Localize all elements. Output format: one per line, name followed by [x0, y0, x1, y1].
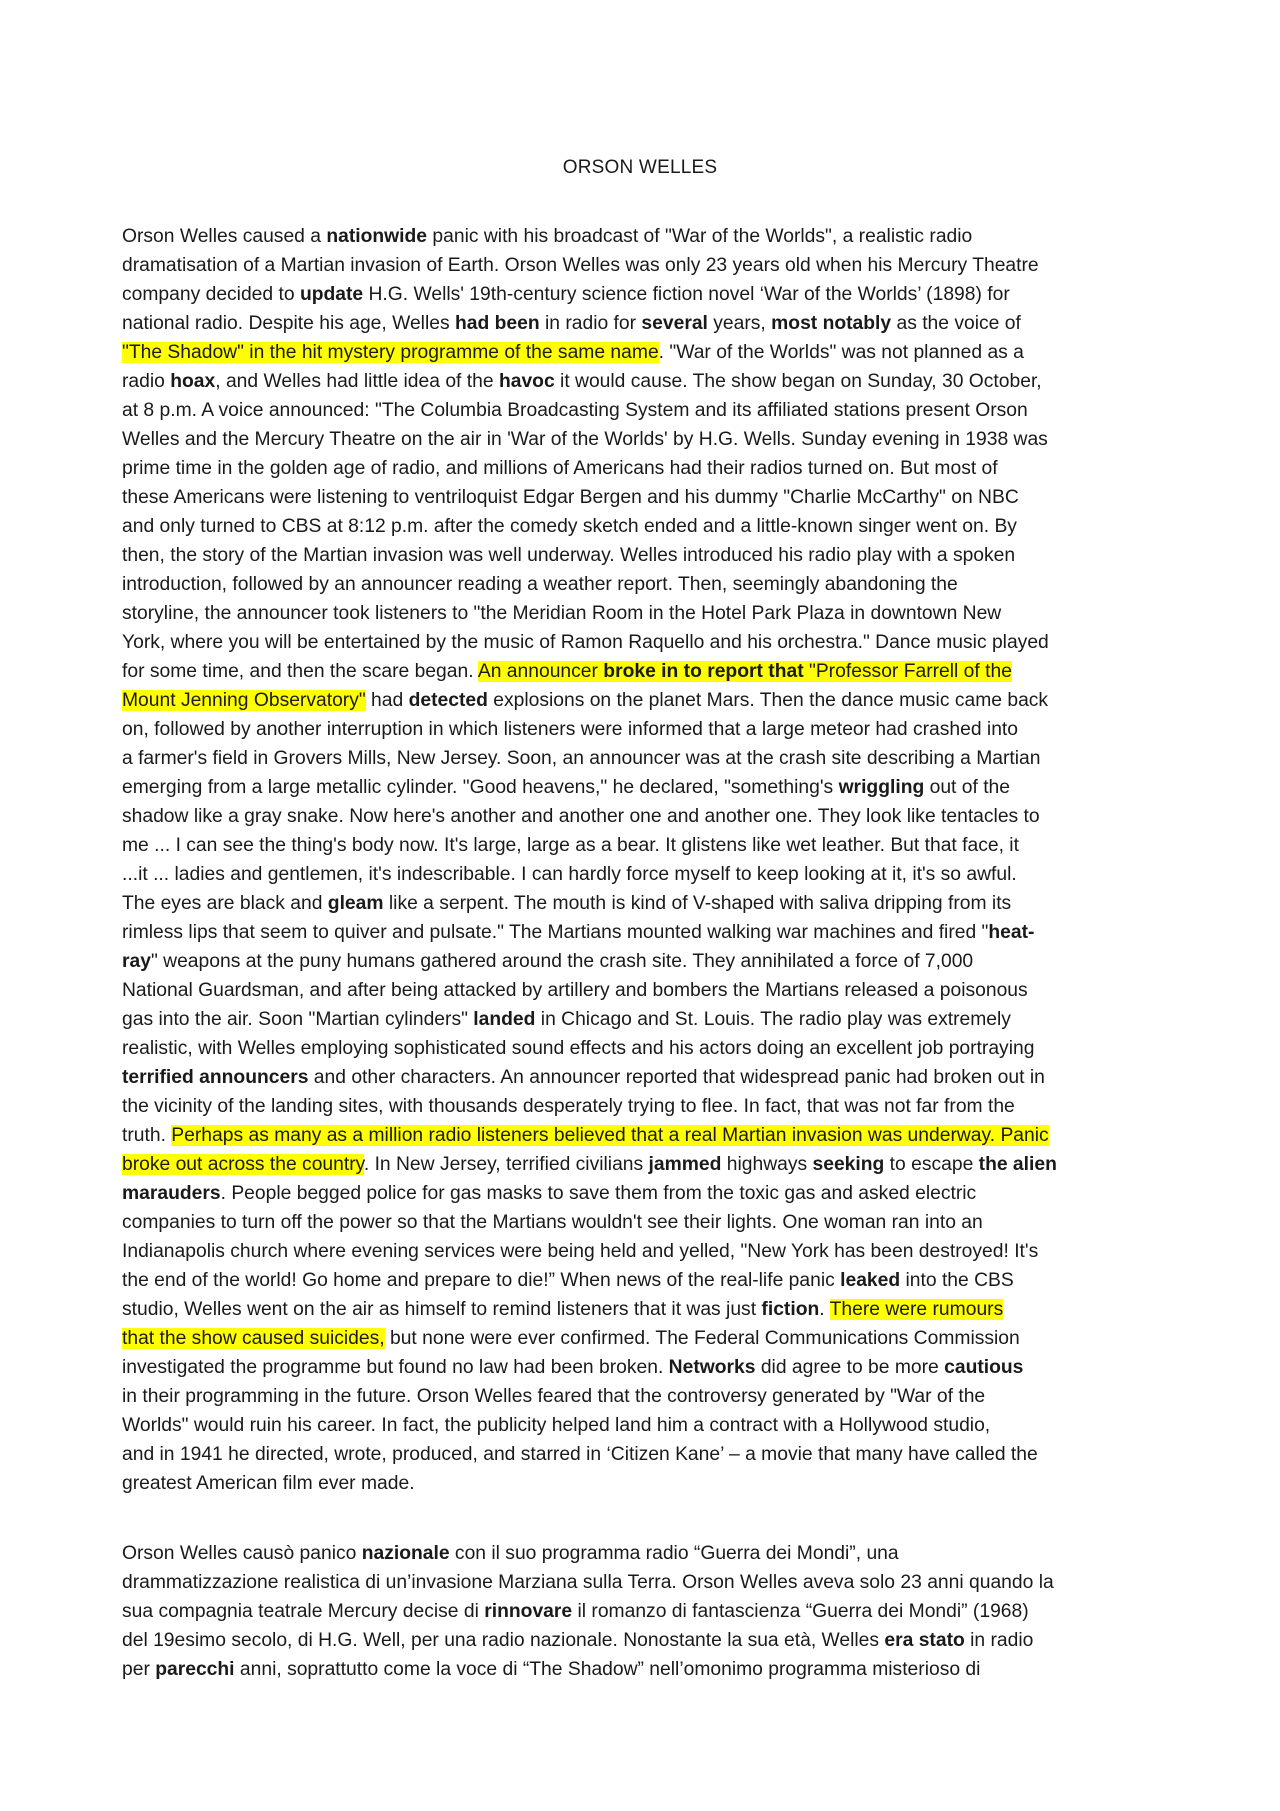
- text-line: [122, 396, 1172, 425]
- highlighted-text: "Professor Farrell of the: [803, 661, 1012, 682]
- text-line: [122, 744, 1172, 773]
- bold-text: marauders: [122, 1183, 221, 1204]
- text-segment: it would cause. The show began on Sunday, 30 October,: [554, 371, 1042, 392]
- text-segment: shadow like a gray snake. Now here's another and another one and another one. They look like tentacles to: [122, 806, 1040, 827]
- text-segment: panic with his broadcast of "War of the Worlds", a realistic radio: [427, 226, 973, 247]
- text-segment: like a serpent. The mouth is kind of V-shaped with saliva dripping from its: [383, 893, 1012, 914]
- text-line: [122, 1150, 1172, 1179]
- text-segment: , and Welles had little idea of the: [215, 371, 499, 392]
- bold-text: rinnovare: [484, 1601, 573, 1622]
- bold-text: the alien: [978, 1154, 1057, 1175]
- text-segment: and other characters. An announcer reported that widespread panic had broken out in: [308, 1067, 1045, 1088]
- text-line: [122, 1179, 1172, 1208]
- highlighted-text: Perhaps as many as a million radio listeners believed that a real Martian invasion was underway. Panic: [171, 1125, 1049, 1146]
- text-segment: out of the: [924, 777, 1011, 798]
- text-segment: il romanzo di fantascienza “Guerra dei Mondi” (1968): [572, 1601, 1029, 1622]
- text-line: [122, 1005, 1172, 1034]
- text-segment: ...it ... ladies and gentlemen, it's indescribable. I can hardly force myself to keep looking at it, it's so awful.: [122, 864, 1017, 885]
- document-title: ORSON WELLES: [562, 157, 718, 178]
- bold-text: Networks: [668, 1357, 756, 1378]
- text-segment: these Americans were listening to ventriloquist Edgar Bergen and his dummy "Charlie McCarthy" on NBC: [122, 487, 1019, 508]
- bold-text: jammed: [648, 1154, 722, 1175]
- text-segment: studio, Welles went on the air as himself to remind listeners that it was just: [122, 1299, 762, 1320]
- text-line: [122, 1266, 1172, 1295]
- text-segment: H.G. Wells' 19th-century science fiction novel ‘War of the Worlds’ (1898) for: [363, 284, 1010, 305]
- text-segment: as the voice of: [891, 313, 1021, 334]
- text-segment: highways: [721, 1154, 813, 1175]
- text-segment: company decided to: [122, 284, 300, 305]
- text-line: [122, 1237, 1172, 1266]
- text-line: [122, 657, 1172, 686]
- text-segment: in Chicago and St. Louis. The radio play was extremely: [535, 1009, 1011, 1030]
- text-segment: years,: [707, 313, 772, 334]
- text-segment: national radio. Despite his age, Welles: [122, 313, 455, 334]
- english-paragraph: [122, 222, 1172, 1498]
- text-segment: at 8 p.m. A voice announced: "The Columbia Broadcasting System and its affiliated stations present Orson: [122, 400, 1028, 421]
- text-segment: . People begged police for gas masks to save them from the toxic gas and asked electric: [220, 1183, 977, 1204]
- text-segment: gas into the air. Soon "Martian cylinders": [122, 1009, 474, 1030]
- text-line: [122, 918, 1172, 947]
- bold-text: nationwide: [326, 226, 428, 247]
- text-segment: the vicinity of the landing sites, with thousands desperately trying to flee. In fact, that was not far from the: [122, 1096, 1015, 1117]
- bold-text: several: [641, 313, 708, 334]
- text-line: [122, 309, 1172, 338]
- highlighted-text: broke in to report that: [603, 661, 804, 682]
- text-line: [122, 512, 1172, 541]
- bold-text: gleam: [327, 893, 384, 914]
- text-segment: a farmer's field in Grovers Mills, New Jersey. Soon, an announcer was at the crash site describing a Martian: [122, 748, 1041, 769]
- text-line: [122, 570, 1172, 599]
- text-segment: drammatizzazione realistica di un’invasione Marziana sulla Terra. Orson Welles aveva solo 23 anni quando la: [122, 1572, 1054, 1593]
- text-segment: " weapons at the puny humans gathered around the crash site. They annihilated a force of 7,000: [150, 951, 974, 972]
- text-line: [122, 976, 1172, 1005]
- text-line: [122, 889, 1172, 918]
- text-segment: and only turned to CBS at 8:12 p.m. after the comedy sketch ended and a little-known singer went on. By: [122, 516, 1017, 537]
- text-segment: del 19esimo secolo, di H.G. Well, per una radio nazionale. Nonostante la sua età, Welles: [122, 1630, 885, 1651]
- text-segment: radio: [122, 371, 171, 392]
- text-segment: for some time, and then the scare began.: [122, 661, 478, 682]
- text-line: [122, 831, 1172, 860]
- text-line: [122, 454, 1172, 483]
- text-segment: Indianapolis church where evening services were being held and yelled, "New York has been destroyed! It's: [122, 1241, 1039, 1262]
- text-segment: York, where you will be entertained by the music of Ramon Raquello and his orchestra." Dance music played: [122, 632, 1049, 653]
- text-line: [122, 1382, 1172, 1411]
- text-segment: Welles and the Mercury Theatre on the air in 'War of the Worlds' by H.G. Wells. Sunday evening in 1938 was: [122, 429, 1048, 450]
- text-segment: introduction, followed by an announcer reading a weather report. Then, seemingly abandoning the: [122, 574, 958, 595]
- text-segment: then, the story of the Martian invasion was well underway. Welles introduced his radio play with a spoken: [122, 545, 1016, 566]
- text-line: [122, 251, 1172, 280]
- highlighted-text: Mount Jenning Observatory": [122, 690, 366, 711]
- text-segment: The eyes are black and: [122, 893, 328, 914]
- text-segment: in their programming in the future. Orson Welles feared that the controversy generated by "War of the: [122, 1386, 986, 1407]
- text-line: [122, 686, 1172, 715]
- text-line: [122, 628, 1172, 657]
- bold-text: seeking: [812, 1154, 885, 1175]
- bold-text: had been: [454, 313, 540, 334]
- text-line: [122, 1034, 1172, 1063]
- highlighted-text: There were rumours: [829, 1299, 1004, 1320]
- bold-text: most notably: [771, 313, 892, 334]
- text-segment: con il suo programma radio “Guerra dei Mondi”, una: [449, 1543, 899, 1564]
- highlighted-text: broke out across the country: [122, 1154, 364, 1175]
- text-line: [122, 947, 1172, 976]
- text-segment: realistic, with Welles employing sophisticated sound effects and his actors doing an excellent job portraying: [122, 1038, 1035, 1059]
- italian-paragraph: [122, 1539, 1172, 1684]
- text-segment: on, followed by another interruption in which listeners were informed that a large meteor had crashed into: [122, 719, 1019, 740]
- text-segment: prime time in the golden age of radio, and millions of Americans had their radios turned on. But most of: [122, 458, 998, 479]
- text-segment: had: [365, 690, 409, 711]
- highlighted-text: An announcer: [477, 661, 604, 682]
- text-segment: investigated the programme but found no law had been broken.: [122, 1357, 669, 1378]
- text-segment: me ... I can see the thing's body now. It's large, large as a bear. It glistens like wet leather. But that face, it: [122, 835, 1019, 856]
- text-line: [122, 338, 1172, 367]
- bold-text: ray: [122, 951, 151, 972]
- bold-text: terrified announcers: [122, 1067, 309, 1088]
- text-segment: per: [122, 1659, 156, 1680]
- bold-text: hoax: [170, 371, 216, 392]
- text-segment: did agree to be more: [755, 1357, 945, 1378]
- text-line: [122, 1121, 1172, 1150]
- text-segment: Worlds" would ruin his career. In fact, the publicity helped land him a contract with a Hollywood studio,: [122, 1415, 991, 1436]
- text-line: [122, 280, 1172, 309]
- text-line: [122, 1568, 1172, 1597]
- text-line: [122, 1440, 1172, 1469]
- text-segment: rimless lips that seem to quiver and pulsate." The Martians mounted walking war machines and fired ": [122, 922, 989, 943]
- text-segment: truth.: [122, 1125, 172, 1146]
- text-line: [122, 860, 1172, 889]
- text-segment: in radio: [964, 1630, 1034, 1651]
- text-segment: greatest American film ever made.: [122, 1473, 415, 1494]
- bold-text: havoc: [498, 371, 555, 392]
- text-line: [122, 367, 1172, 396]
- bold-text: leaked: [840, 1270, 901, 1291]
- highlighted-text: that the show caused suicides,: [122, 1328, 385, 1349]
- text-segment: into the CBS: [900, 1270, 1014, 1291]
- text-segment: sua compagnia teatrale Mercury decise di: [122, 1601, 485, 1622]
- text-segment: companies to turn off the power so that the Martians wouldn't see their lights. One woman ran into an: [122, 1212, 983, 1233]
- text-line: [122, 1469, 1172, 1498]
- bold-text: landed: [473, 1009, 536, 1030]
- text-segment: . "War of the Worlds" was not planned as a: [658, 342, 1024, 363]
- text-line: [122, 1295, 1172, 1324]
- text-segment: . In New Jersey, terrified civilians: [363, 1154, 649, 1175]
- text-line: [122, 1353, 1172, 1382]
- text-line: [122, 1324, 1172, 1353]
- text-line: [122, 541, 1172, 570]
- bold-text: era stato: [884, 1630, 965, 1651]
- text-segment: explosions on the planet Mars. Then the dance music came back: [487, 690, 1049, 711]
- text-segment: Orson Welles causò panico: [122, 1543, 362, 1564]
- bold-text: nazionale: [361, 1543, 450, 1564]
- text-segment: to escape: [884, 1154, 979, 1175]
- bold-text: cautious: [944, 1357, 1024, 1378]
- highlighted-text: "The Shadow" in the hit mystery programme of the same name: [122, 342, 659, 363]
- text-segment: and in 1941 he directed, wrote, produced, and starred in ‘Citizen Kane’ – a movie that many have called the: [122, 1444, 1038, 1465]
- text-line: [122, 1063, 1172, 1092]
- text-segment: dramatisation of a Martian invasion of Earth. Orson Welles was only 23 years old when his Mercury Theatre: [122, 255, 1039, 276]
- text-segment: storyline, the announcer took listeners to "the Meridian Room in the Hotel Park Plaza in downtown New: [122, 603, 1002, 624]
- text-segment: but none were ever confirmed. The Federal Communications Commission: [384, 1328, 1020, 1349]
- bold-text: heat-: [988, 922, 1035, 943]
- text-line: [122, 1597, 1172, 1626]
- text-line: [122, 802, 1172, 831]
- text-segment: the end of the world! Go home and prepare to die!” When news of the real-life panic: [122, 1270, 841, 1291]
- text-segment: emerging from a large metallic cylinder. "Good heavens," he declared, "something's: [122, 777, 839, 798]
- text-line: [122, 425, 1172, 454]
- text-line: [122, 1539, 1172, 1568]
- text-line: [122, 599, 1172, 628]
- text-segment: Orson Welles caused a: [122, 226, 327, 247]
- text-line: [122, 1411, 1172, 1440]
- text-segment: .: [819, 1299, 830, 1320]
- bold-text: update: [299, 284, 364, 305]
- text-line: [122, 773, 1172, 802]
- text-line: [122, 1092, 1172, 1121]
- bold-text: detected: [408, 690, 488, 711]
- text-line: [122, 1655, 1172, 1684]
- text-line: [122, 1626, 1172, 1655]
- text-line: [122, 222, 1172, 251]
- text-line: [122, 715, 1172, 744]
- text-line: [122, 483, 1172, 512]
- text-segment: in radio for: [539, 313, 642, 334]
- bold-text: fiction: [761, 1299, 820, 1320]
- bold-text: wriggling: [838, 777, 925, 798]
- bold-text: parecchi: [155, 1659, 235, 1680]
- text-line: [122, 1208, 1172, 1237]
- text-segment: anni, soprattutto come la voce di “The Shadow” nell’omonimo programma misterioso di: [234, 1659, 981, 1680]
- text-segment: National Guardsman, and after being attacked by artillery and bombers the Martians released a poisonous: [122, 980, 1028, 1001]
